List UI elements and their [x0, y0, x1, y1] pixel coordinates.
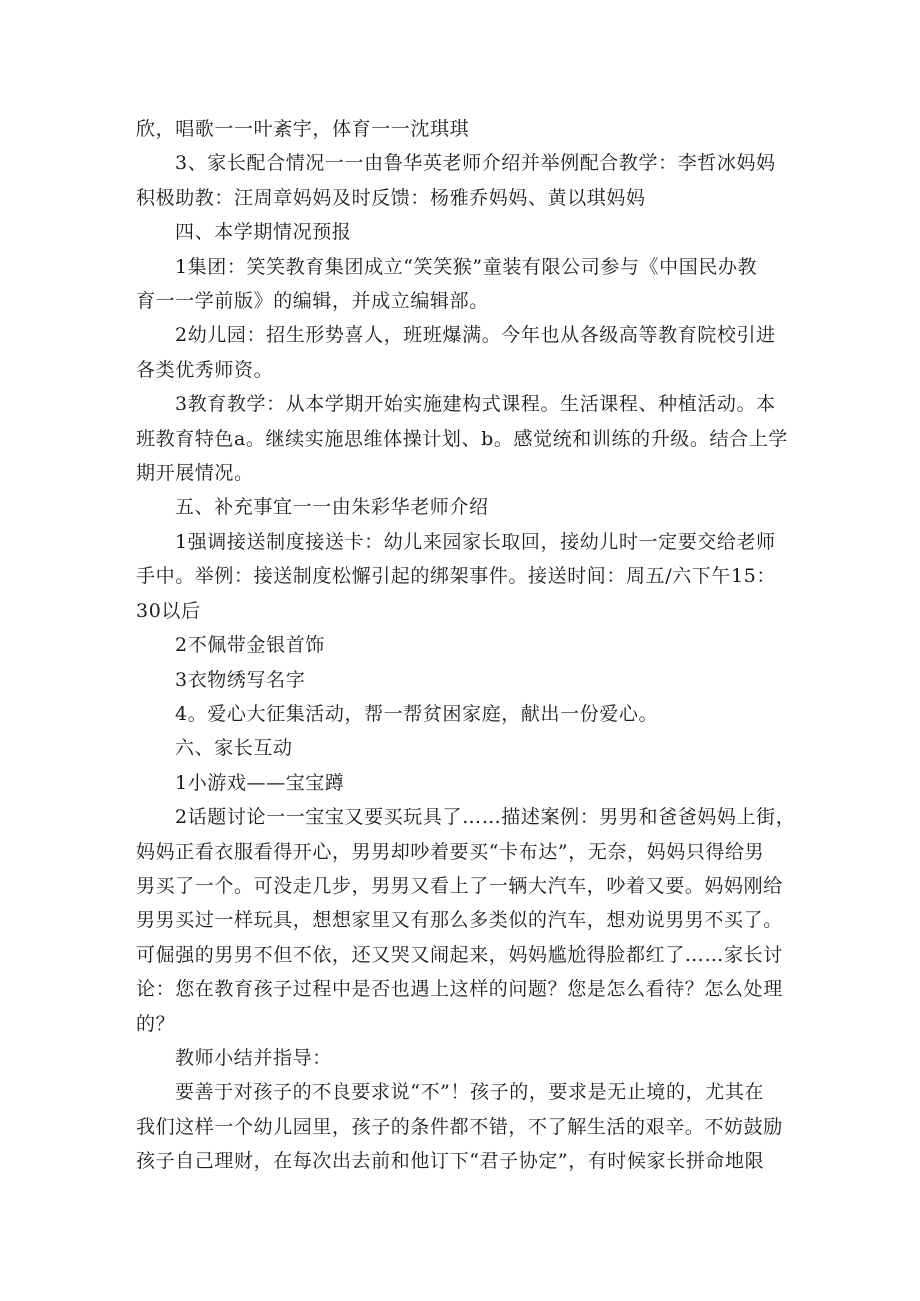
text-line: 手中。举例：接送制度松懈引起的绑架事件。接送时间：周五/六下午15：: [136, 565, 776, 588]
text-line: 班教育特色a。继续实施思维体操计划、b。感觉统和训练的升级。结合上学: [136, 427, 788, 450]
text-line: 妈妈正看衣服看得开心，男男却吵着要买“卡布达”，无奈，妈妈只得给男: [136, 840, 765, 863]
text-line: 30以后: [136, 599, 201, 622]
text-line: 的？: [136, 1012, 176, 1035]
text-line: 期开展情况。: [136, 462, 254, 485]
text-line: 1集团：笑笑教育集团成立“笑笑猴”童装有限公司参与《中国民办教: [175, 255, 758, 278]
text-line: 积极助教：汪周章妈妈及时反馈：杨雅乔妈妈、黄以琪妈妈: [136, 186, 646, 209]
text-line: 孩子自己理财，在每次出去前和他订下“君子协定”，有时候家长拼命地限: [136, 1150, 765, 1173]
text-line: 要善于对孩子的不良要求说“不”！孩子的，要求是无止境的，尤其在: [175, 1081, 765, 1104]
text-line: 男男买过一样玩具，想想家里又有那么多类似的汽车，想劝说男男不买了。: [136, 909, 783, 932]
section-heading: 五、补充事宜一一由朱彩华老师介绍: [175, 496, 489, 519]
text-line: 男买了一个。可没走几步，男男又看上了一辆大汽车，吵着又要。妈妈刚给: [136, 874, 783, 897]
section-heading: 六、家长互动: [175, 737, 293, 760]
text-line: 1强调接送制度接送卡：幼儿来园家长取回，接幼儿时一定要交给老师: [175, 530, 776, 553]
text-line: 2幼儿园：招生形势喜人，班班爆满。今年也从各级高等教育院校引进: [175, 324, 776, 347]
text-line: 欣，唱歌一一叶紊宇，体育一一沈琪琪: [136, 118, 470, 140]
text-line: 我们这样一个幼儿园里，孩子的条件都不错，不了解生活的艰辛。不妨鼓励: [136, 1115, 783, 1138]
text-line: 论：您在教育孩子过程中是否也遇上这样的问题？您是怎么看待？怎么处理: [136, 978, 783, 1001]
text-line: 2话题讨论一一宝宝又要买玩具了……描述案例：男男和爸爸妈妈上街，: [175, 806, 796, 829]
text-line: 3、家长配合情况一一由鲁华英老师介绍并举例配合教学：李哲冰妈妈: [175, 152, 776, 175]
text-line: 各类优秀师资。: [136, 358, 274, 381]
text-line: 2不佩带金银首饰: [175, 634, 325, 657]
text-line: 教师小结并指导：: [175, 1046, 332, 1069]
text-line: 可倔强的男男不但不依，还又哭又闹起来，妈妈尴尬得脸都红了……家长讨: [136, 943, 783, 966]
section-heading: 四、本学期情况预报: [175, 221, 352, 244]
text-line: 3衣物绣写名字: [175, 668, 306, 691]
text-line: 1小游戏——宝宝蹲: [175, 771, 345, 794]
text-line: 4。爱心大征集活动，帮一帮贫困家庭，献出一份爱心。: [175, 702, 659, 725]
document-body: [136, 112, 796, 1179]
text-line: 育一一学前版》的编辑，并成立编辑部。: [136, 290, 489, 313]
text-line: 3教育教学：从本学期开始实施建构式课程。生活课程、种植活动。本: [175, 393, 776, 416]
